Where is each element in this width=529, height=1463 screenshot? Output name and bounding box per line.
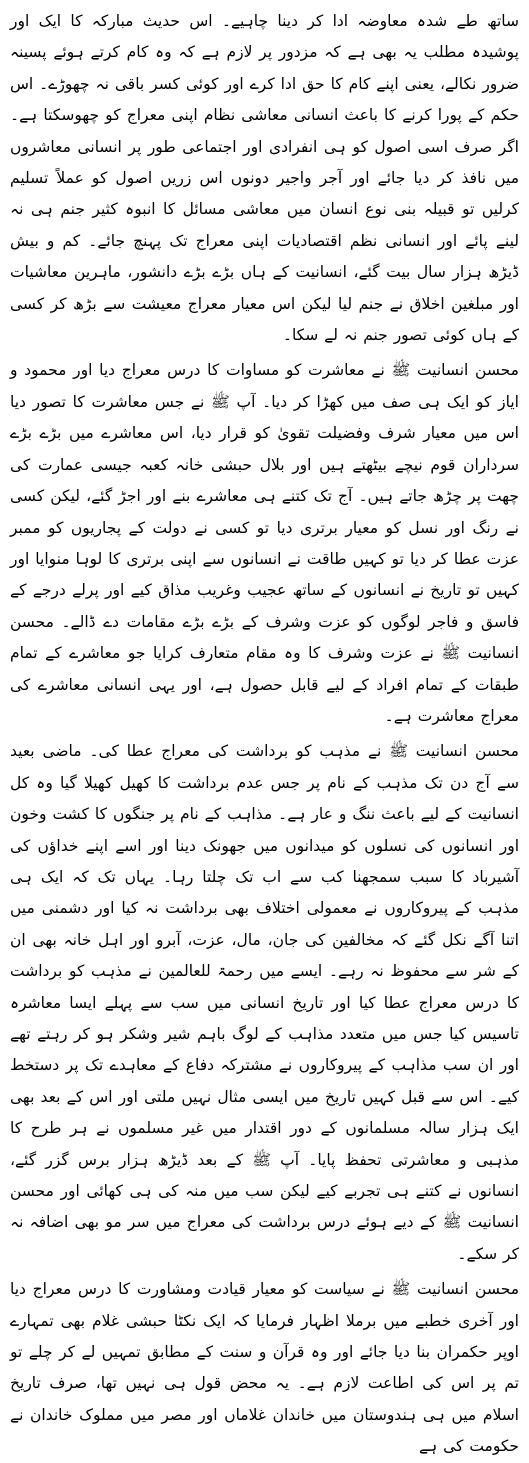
paragraph-religious-tolerance: محسن انسانیت ﷺ نے مذہب کو برداشت کی معراج عطا کی۔ ماضی بعید سے آج دن تک مذہب کے نام پر جس عدم برداشت کا کھیل کھیلا گیا وہ کل انسانیت کے لیے باعث ننگ و عار ہے۔ مذاہب کے نام پر جنگوں کا کشت وخون اور انسانوں کی نسلوں کو میدانوں میں جھونک دینا اور اسے اپنے خداؤں کی آشیرباد کا سبب سمجھنا کب سے اب تک چلتا رہا۔ یہاں تک کہ ایک ہی مذہب کے پیروکاروں نے معمولی اختلاف بھی برداشت نہ کیا اور دشمنی میں اتنا آگے نکل گئے کہ مخالفین کی جان، مال، عزت، آبرو اور اہل خانہ بھی ان کے شر سے محفوظ نہ رہے۔ ایسے میں رحمۃ للعالمین نے مذہب کو برداشت کا درس معراج عطا کیا اور تاریخ انسانی میں سب سے پہلے ایسا معاشرہ تاسیس کیا جس میں متعدد مذاہب کے لوگ باہم شیر وشکر ہو کر رہتے تھے اور ان سب مذاہب کے پیروکاروں نے مشترکہ دفاع کے معاہدے تک پر دستخط کیے۔ اس سے قبل کہیں تاریخ میں ایسی مثال نہیں ملتی اور اس کے بعد بھی ایک ہزار سالہ مسلمانوں کے دور اقتدار میں غیر مسلموں نے ہر طرح کا مذہبی و معاشرتی تحفظ پایا۔ آپ ﷺ کے بعد ڈیڑھ ہزار برس گزر گئے، انسانوں نے کتنے ہی تجربے کیے لیکن سب میں منہ کی ہی کھائی اور محسن انسانیت ﷺ کے دیے ہوئے درس برداشت کی معراج میں سر مو بھی اضافہ نہ کر سکے۔ bbox=[10, 742, 519, 1263]
paragraph-social-equality: محسن انسانیت ﷺ نے معاشرت کو مساوات کا درس معراج دیا اور محمود و ایاز کو ایک ہی صف میں کھڑا کر دیا۔ آپ ﷺ نے جس معاشرت کا تصور دیا اس میں معیار شرف وفضیلت تقویٰ کو قرار دیا، اس معاشرے میں بڑے بڑے سرداران قوم نیچے بیٹھتے ہیں اور بلال حبشی خانہ کعبہ جیسی عمارت کی چھت پر چڑھ جاتے ہیں۔ آج تک کتنے ہی معاشرے بنے اور اجڑ گئے، لیکن کسی نے رنگ اور نسل کو معیار برتری دیا تو کسی نے دولت کے پجاریوں کو ممبر عزت عطا کر دیا تو کہیں طاقت نے انسانوں سے اپنی برتری کا لوہا منوایا اور کہیں تو تاریخ نے انسانوں کے ساتھ عجیب وغریب مذاق کیے اور پرلے درجے کے فاسق و فاجر لوگوں کو عزت وشرف کے بڑے بڑے مقامات دے ڈالے۔ محسن انسانیت ﷺ نے عزت وشرف کا وہ مقام متعارف کرایا جو معاشرے کے تمام طبقات کے تمام افراد کے لیے قابل حصول ہے، اور یہی انسانی معاشرے کی معراج معاشرت ہے۔ bbox=[10, 361, 519, 725]
paragraph-wages: ساتھ طے شدہ معاوضہ ادا کر دینا چاہیے۔ اس حدیث مبارکہ کا ایک اور پوشیدہ مطلب یہ بھی ہے کہ مزدور پر لازم ہے کہ وہ کام کرتے ہوئے پسینہ ضرور نکالے، یعنی اپنے کام کا حق ادا کرے اور کوئی کسر باقی نہ چھوڑے۔ اس حکم کے پورا کرنے کا باعث انسانی معاشی نظام اپنی معراج کو چھوسکتا ہے۔ اگر صرف اسی اصول کو ہی انفرادی اور اجتماعی طور پر انسانی معاشروں میں نافذ کر دیا جائے اور آجر واجیر دونوں اس زریں اصول کو عملاً تسلیم کرلیں تو قبیلہ بنی نوع انسان میں معاشی مسائل کا انبوہ کثیر جنم ہی نہ لینے پائے اور انسانی نظم اقتصادیات اپنی معراج تک پہنچ جائے۔ کم و بیش ڈیڑھ ہزار سال بیت گئے، انسانیت کے ہاں بڑے بڑے دانشور، ماہرین معاشیات اور مبلغین اخلاق نے جنم لیا لیکن اس معیار معراج معیشت سے بڑھ کر کسی کے ہاں کوئی تصور جنم نہ لے سکا۔ bbox=[10, 12, 519, 345]
paragraph-political-leadership: محسن انسانیت ﷺ نے سیاست کو معیار قیادت ومشاورت کا درس معراج دیا اور آخری خطبے میں برملا اظہار فرمایا کہ ایک نکٹا حبشی غلام بھی تمہارے اوپر حکمران بنا دیا جائے اور وہ قرآن و سنت کے مطابق تمہیں لے کر چلے تو تم پر اس کی اطاعت لازم ہے۔ یہ محض قول ہی نہیں تھا، صرف تاریخ اسلام میں ہی ہندوستان میں خاندان غلاماں اور مصر میں مملوک خاندان نے حکومت کی ہے bbox=[10, 1280, 519, 1456]
